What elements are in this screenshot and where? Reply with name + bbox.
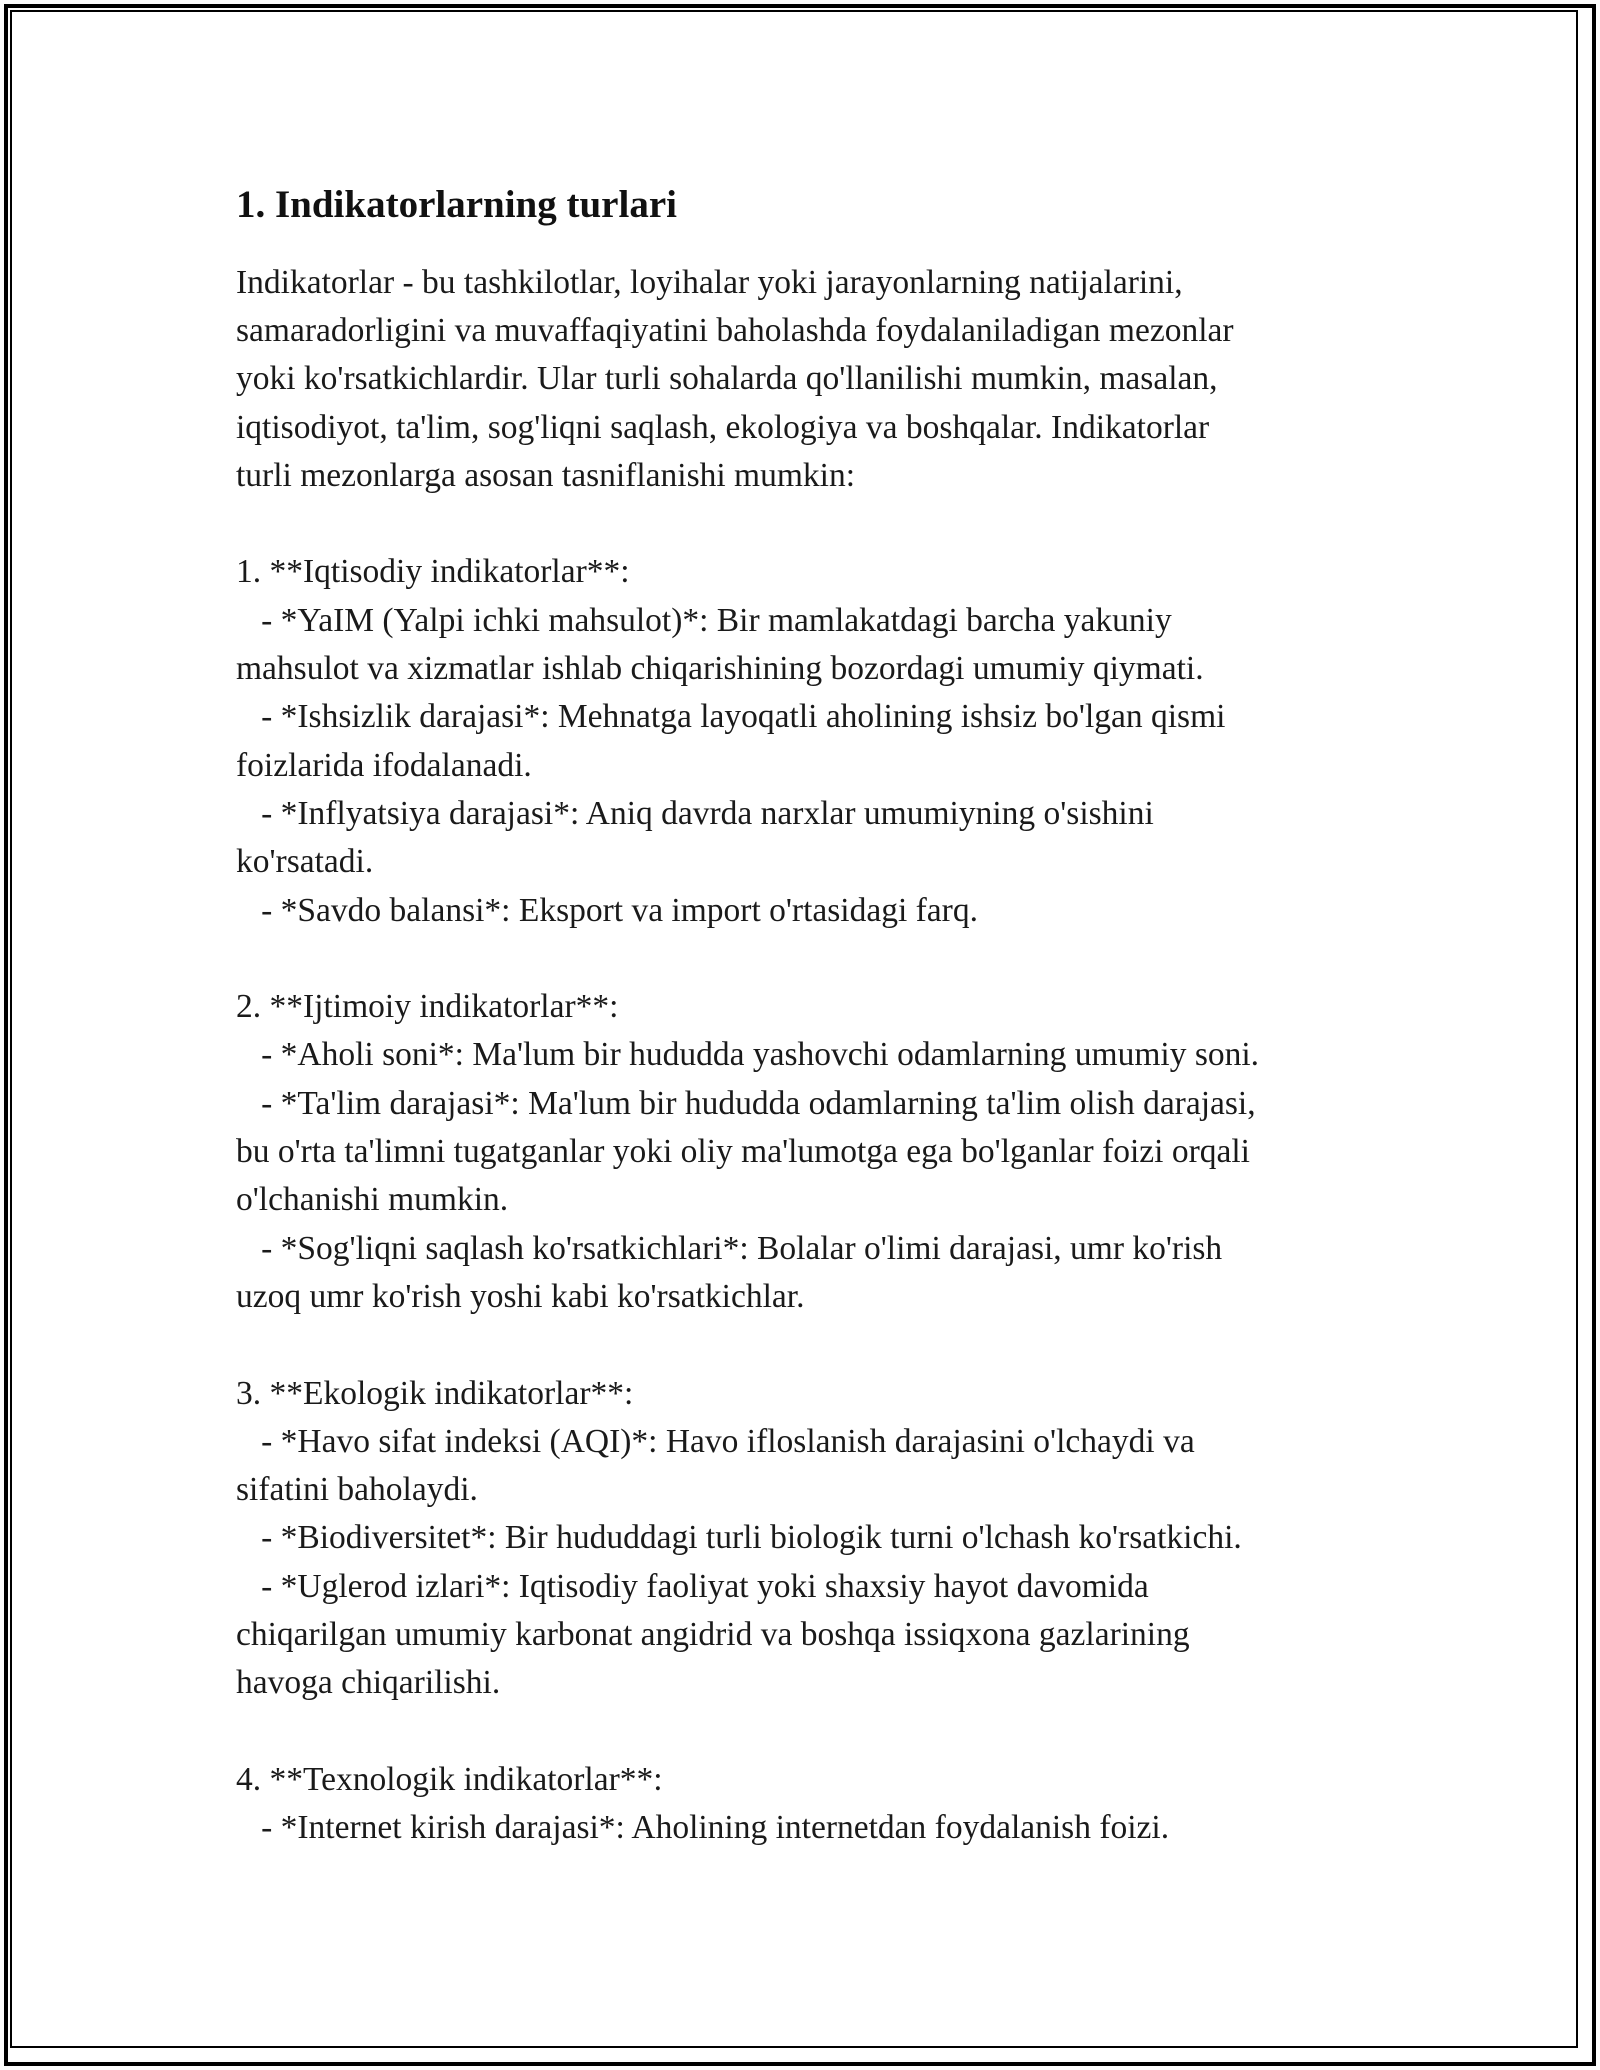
list-item: - *Uglerod izlari*: Iqtisodiy faoliyat yoki shaxsiy hayot davomida chiqarilgan umumiy karbonat angidrid va boshqa issiqxona gazlarining havoga chiqarilishi. [236, 1567, 1190, 1702]
list-item: - *Biodiversitet*: Bir hududdagi turli biologik turni o'lchash ko'rsatkichi. [236, 1519, 1242, 1557]
section-heading: 3. **Ekologik indikatorlar**: [236, 1374, 634, 1412]
section-heading: 2. **Ijtimoiy indikatorlar**: [236, 988, 619, 1026]
list-item: - *Ta'lim darajasi*: Ma'lum bir hududda odamlarning ta'lim olish darajasi, bu o'rta ta'limni tugatganlar yoki oliy ma'lumotga ega bo'lganlar foizi orqali o'lchanishi mumkin. [236, 1084, 1256, 1219]
list-item: - *Inflyatsiya darajasi*: Aniq davrda narxlar umumiyning o'sishini ko'rsatadi. [236, 794, 1154, 881]
list-item: - *Aholi soni*: Ma'lum bir hududda yashovchi odamlarning umumiy soni. [236, 1036, 1260, 1074]
list-item: - *YaIM (Yalpi ichki mahsulot)*: Bir mamlakatdagi barcha yakuniy mahsulot va xizmatlar ishlab chiqarishining bozordagi umumiy qiymati. [236, 601, 1204, 688]
section-social [236, 983, 1376, 1321]
document-page [236, 180, 1376, 1852]
document-title: 1. Indikatorlarning turlari [236, 183, 677, 226]
list-item: - *Sog'liqni saqlash ko'rsatkichlari*: Bolalar o'limi darajasi, umr ko'rish uzoq umr ko'rish yoshi kabi ko'rsatkichlar. [236, 1229, 1223, 1315]
section-economic [236, 548, 1376, 934]
section-ecological [236, 1370, 1376, 1708]
section-technological [236, 1756, 1376, 1853]
list-item: - *Internet kirish darajasi*: Aholining internetdan foydalanish foizi. [236, 1809, 1170, 1847]
list-item: - *Ishsizlik darajasi*: Mehnatga layoqatli aholining ishsiz bo'lgan qismi foizlarida ifodalanadi. [236, 698, 1226, 784]
section-heading: 4. **Texnologik indikatorlar**: [236, 1760, 663, 1798]
list-item: - *Havo sifat indeksi (AQI)*: Havo ifloslanish darajasini o'lchaydi va sifatini baholaydi. [236, 1422, 1195, 1509]
intro-paragraph: Indikatorlar - bu tashkilotlar, loyihalar yoki jarayonlarning natijalarini, samaradorligini va muvaffaqiyatini baholashda foydalaniladigan mezonlar yoki ko'rsatkichlardir. Ular turli sohalarda qo'llanilishi mumkin, masalan, iqtisodiyot, ta'lim, sog'liqni saqlash, ekologiya va boshqalar. Indikatorlar turli mezonlarga asosan tasniflanishi mumkin: [236, 263, 1234, 494]
section-heading: 1. **Iqtisodiy indikatorlar**: [236, 553, 630, 591]
list-item: - *Savdo balansi*: Eksport va import o'rtasidagi farq. [236, 891, 978, 929]
